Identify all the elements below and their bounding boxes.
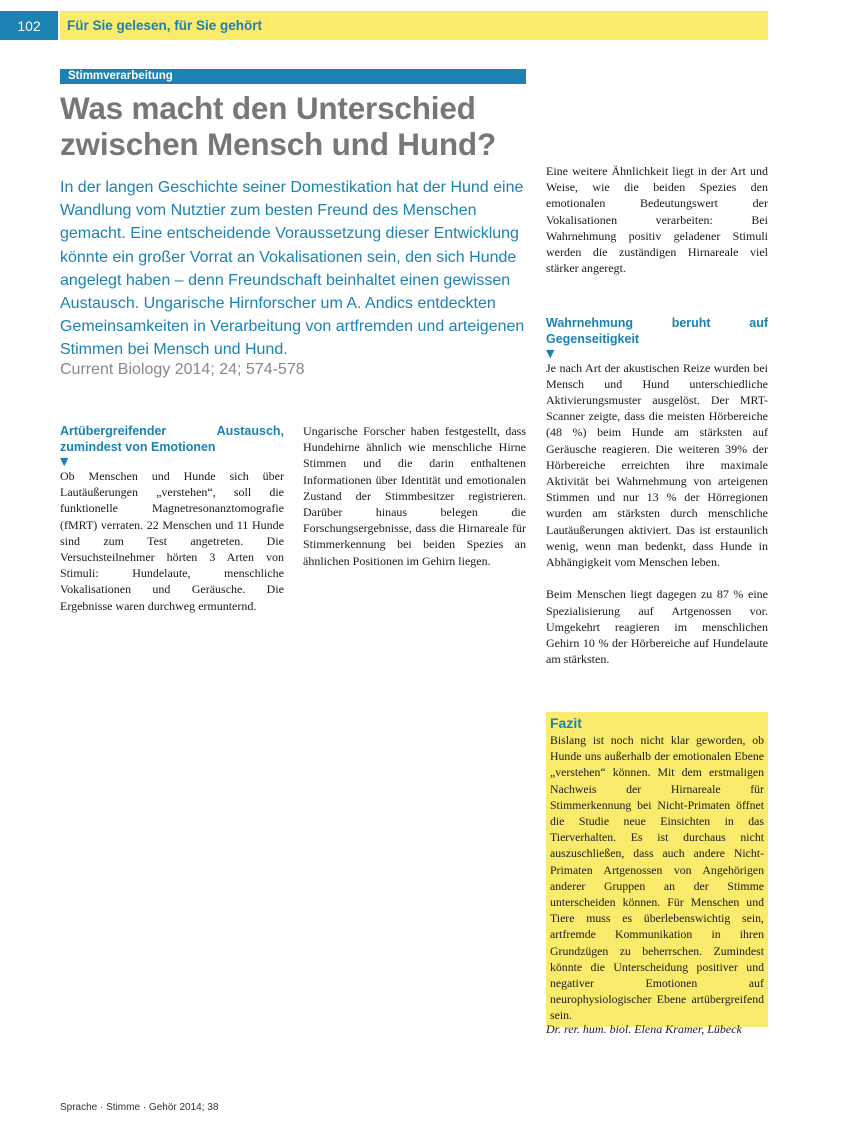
fazit-title: Fazit <box>550 715 582 731</box>
column-3 <box>546 67 768 684</box>
article-author: Dr. rer. hum. biol. Elena Kramer, Lübeck <box>546 1022 742 1036</box>
fazit-text: Bislang ist noch nicht klar geworden, ob Hunde uns außerhalb der emotionalen Ebene „verstehen“ können. Mit dem erstmaligen Nachweis der Hirnareale für Stimmerkennung bei Nicht-Primaten öffnet die Studie neue Einsichten in das Tierverhalten. Es ist durchaus nicht auszuschließen, dass auch andere Nicht-Primaten Artgenossen von Angehörigen anderer Gruppen an der Stimme unterscheiden können. Für Menschen und Tiere muss es überlebenswichtig sein, artfremde Kommunikation in ihren Grundzügen zu beherrschen. Zumindest könnte die Unterscheidung positiver und negativer Emotionen auf neurophysiologischer Ebene artübergreifend sein. <box>550 733 764 1023</box>
page-number: 102 <box>0 11 58 40</box>
column-1 <box>60 423 284 614</box>
page-footer: Sprache · Stimme · Gehör 2014; 38 <box>60 1102 219 1113</box>
paragraph-2: Ungarische Forscher haben festgestellt, dass Hundehirne ähnlich wie menschliche Hirne Stimmen und die darin enthaltenen Informationen über Identität und emotionalen Zustand der Stimmbesitzer registrieren. Darüber hinaus belegen die Forschungsergebnisse, dass die Hirnareale für Stimmerkennung bei beiden Spezies an ähnlichen Positionen im Gehirn liegen. <box>303 424 526 568</box>
article-citation: Current Biology 2014; 24; 574-578 <box>60 361 305 378</box>
triangle-down-icon: ▼ <box>546 346 555 360</box>
section-heading-1: Artübergreifender Austausch, zumindest von Emotionen <box>60 424 284 454</box>
paragraph-3: Eine weitere Ähnlichkeit liegt in der Art und Weise, wie die beiden Spezies den emotionalen Bedeutungswert der Vokalisationen verarbeiten: Bei Wahrnehmung positiv geladener Stimuli werden die zuständigen Hirnareale viel stärker angeregt. <box>546 164 768 276</box>
paragraph-4: Je nach Art der akustischen Reize wurden bei Mensch und Hund unterschiedliche Aktivierungsmuster ausgelöst. Der MRT-Scanner zeigte, dass die meisten Hörbereiche (48 %) beim Hunde am stärksten auf Geräusche reagieren. Die weiteren 39% der Hörbereiche erreichten ihre maximale Aktivität bei Wahrnehmung von arteigenen Stimmen und nur 13 % der Hörregionen wurden am stärksten durch menschliche Lautäußerungen aktiviert. Das ist erstaunlich wenig, wenn man bedenkt, dass Hunde in Abhängigkeit vom Menschen leben. <box>546 360 768 570</box>
paragraph-1: Ob Menschen und Hunde sich über Lautäußerungen „verstehen“, soll die funktionelle Magnetresonanztomografie (fMRT) verraten. 22 Menschen und 11 Hunde sind zum Test angetreten. Die Versuchsteilnehmer hörten 3 Arten von Stimuli: Hundelaute, menschliche Vokalisationen und Geräusche. Die Ergebnisse waren durchweg ermunternd. <box>60 469 284 613</box>
paragraph-5: Beim Menschen liegt dagegen zu 87 % eine Spezialisierung auf Artgenossen vor. Umgekehrt reagieren im menschlichen Gehirn 10 % der Hörbereiche auf Hundelaute am stärksten. <box>546 587 768 667</box>
triangle-down-icon: ▼ <box>60 455 69 468</box>
section-heading-2: Wahrnehmung beruht auf Gegenseitigkeit <box>546 315 768 346</box>
article-kicker: Stimmverarbeitung <box>60 69 526 84</box>
section-header-label: Für Sie gelesen, für Sie gehört <box>67 18 263 33</box>
article-title: Was macht den Unterschied zwischen Mensch und Hund? <box>60 90 497 162</box>
column-2 <box>303 423 526 569</box>
section-header <box>60 11 768 40</box>
fazit-box <box>546 712 768 1027</box>
article-lead: In der langen Geschichte seiner Domestikation hat der Hund eine Wandlung vom Nutztier zum besten Freund des Menschen gemacht. Eine entscheidende Voraussetzung dieser Entwicklung könnte ein großer Vorrat an Vokalisationen sein, den sich Hunde angelegt haben – denn Freundschaft beinhaltet einen gewissen Austausch. Ungarische Hirnforscher um A. Andics entdeckten Gemeinsamkeiten in Verarbeitung von artfremden und arteigenen Stimmen bei Mensch und Hund. <box>60 179 525 359</box>
